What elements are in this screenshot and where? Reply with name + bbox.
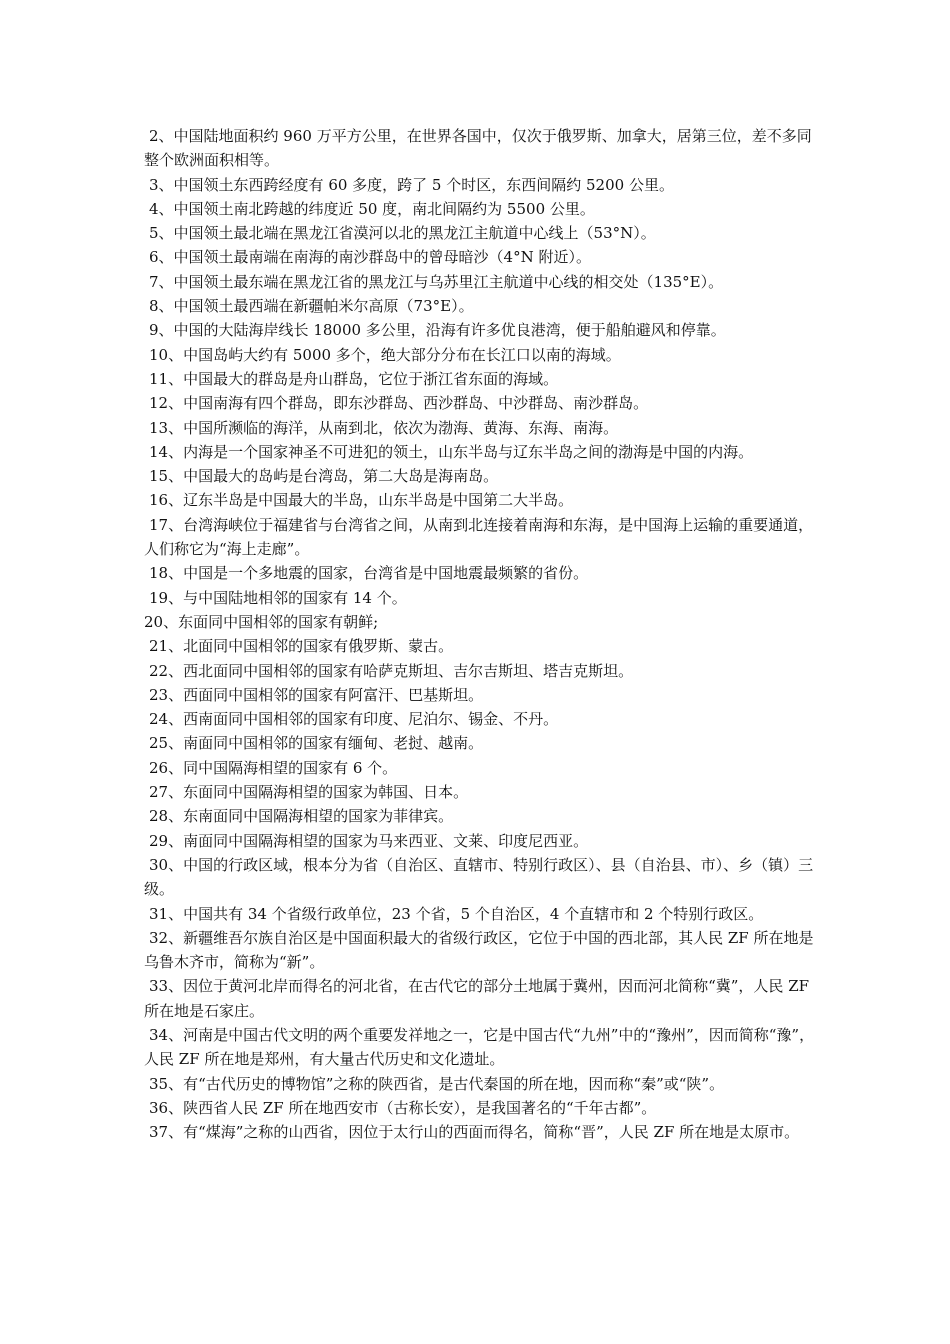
list-item: 16、辽东半岛是中国最大的半岛，山东半岛是中国第二大半岛。 [149, 491, 574, 510]
list-item: 19、与中国陆地相邻的国家有 14 个。 [149, 588, 407, 607]
list-item: 14、内海是一个国家神圣不可进犯的领土，山东半岛与辽东半岛之间的渤海是中国的内海。 [149, 442, 754, 461]
document-body [144, 124, 824, 1144]
list-item: 34、河南是中国古代文明的两个重要发祥地之一，它是中国古代“九州”中的“豫州”，因而简称“豫”，人民 ZF 所在地是郑州，有大量古代历史和文化遗址。 [144, 1025, 815, 1069]
list-item: 6、中国领土最南端在南海的南沙群岛中的曾母暗沙（4°N 附近）。 [149, 248, 591, 267]
list-item: 15、中国最大的岛屿是台湾岛，第二大岛是海南岛。 [149, 467, 499, 486]
list-item: 28、东南面同中国隔海相望的国家为菲律宾。 [149, 807, 454, 826]
list-item: 30、中国的行政区域，根本分为省（自治区、直辖市、特别行政区）、县（自治县、市）、乡（镇）三级。 [144, 855, 814, 899]
list-item: 37、有“煤海”之称的山西省，因位于太行山的西面而得名，简称“晋”，人民 ZF 所在地是太原市。 [149, 1123, 800, 1142]
list-item: 5、中国领土最北端在黑龙江省漠河以北的黑龙江主航道中心线上（53°N）。 [149, 224, 656, 243]
list-item: 35、有“古代历史的博物馆”之称的陕西省，是古代秦国的所在地，因而称“秦”或“陕”。 [149, 1074, 725, 1093]
list-item: 36、陕西省人民 ZF 所在地西安市（古称长安），是我国著名的“千年古都”。 [149, 1098, 657, 1117]
list-item: 3、中国领土东西跨经度有 60 多度，跨了 5 个时区，东西间隔约 5200 公里。 [149, 175, 674, 194]
list-item: 9、中国的大陆海岸线长 18000 多公里，沿海有许多优良港湾，便于船舶避风和停靠。 [149, 321, 726, 340]
list-item: 18、中国是一个多地震的国家，台湾省是中国地震最频繁的省份。 [149, 564, 589, 583]
list-item: 23、西面同中国相邻的国家有阿富汗、巴基斯坦。 [149, 685, 484, 704]
list-item: 8、中国领土最西端在新疆帕米尔高原（73°E）。 [149, 297, 474, 316]
list-item: 27、东面同中国隔海相望的国家为韩国、日本。 [149, 783, 469, 802]
list-item: 24、西南面同中国相邻的国家有印度、尼泊尔、锡金、不丹。 [149, 710, 559, 729]
list-item: 13、中国所濒临的海洋，从南到北，依次为渤海、黄海、东海、南海。 [149, 418, 619, 437]
list-item: 26、同中国隔海相望的国家有 6 个。 [149, 758, 398, 777]
list-item: 20、东面同中国相邻的国家有朝鲜; [144, 612, 379, 631]
list-item: 33、因位于黄河北岸而得名的河北省，在古代它的部分土地属于冀州，因而河北简称“冀”，人民 ZF 所在地是石家庄。 [144, 977, 810, 1020]
list-item: 2、中国陆地面积约 960 万平方公里，在世界各国中，仅次于俄罗斯、加拿大，居第三位，差不多同整个欧洲面积相等。 [144, 127, 812, 170]
list-item: 25、南面同中国相邻的国家有缅甸、老挝、越南。 [149, 734, 484, 753]
list-item: 7、中国领土最东端在黑龙江省的黑龙江与乌苏里江主航道中心线的相交处（135°E）。 [149, 272, 724, 291]
list-item: 11、中国最大的群岛是舟山群岛，它位于浙江省东面的海域。 [149, 369, 559, 388]
list-item: 4、中国领土南北跨越的纬度近 50 度，南北间隔约为 5500 公里。 [149, 199, 595, 218]
list-item: 32、新疆维吾尔族自治区是中国面积最大的省级行政区，它位于中国的西北部，其人民 ZF 所在地是乌鲁木齐市，简称为“新”。 [144, 928, 814, 972]
list-item: 22、西北面同中国相邻的国家有哈萨克斯坦、吉尔吉斯坦、塔吉克斯坦。 [149, 661, 634, 680]
list-item: 17、台湾海峡位于福建省与台湾省之间，从南到北连接着南海和东海，是中国海上运输的重要通道，人们称它为“海上走廊”。 [144, 515, 814, 559]
list-item: 10、中国岛屿大约有 5000 多个，绝大部分分布在长江口以南的海域。 [149, 345, 621, 364]
list-item: 21、北面同中国相邻的国家有俄罗斯、蒙古。 [149, 637, 454, 656]
list-item: 12、中国南海有四个群岛，即东沙群岛、西沙群岛、中沙群岛、南沙群岛。 [149, 394, 649, 413]
list-item: 29、南面同中国隔海相望的国家为马来西亚、文莱、印度尼西亚。 [149, 831, 589, 850]
list-item: 31、中国共有 34 个省级行政单位，23 个省，5 个自治区，4 个直辖市和 2 个特别行政区。 [149, 904, 764, 923]
